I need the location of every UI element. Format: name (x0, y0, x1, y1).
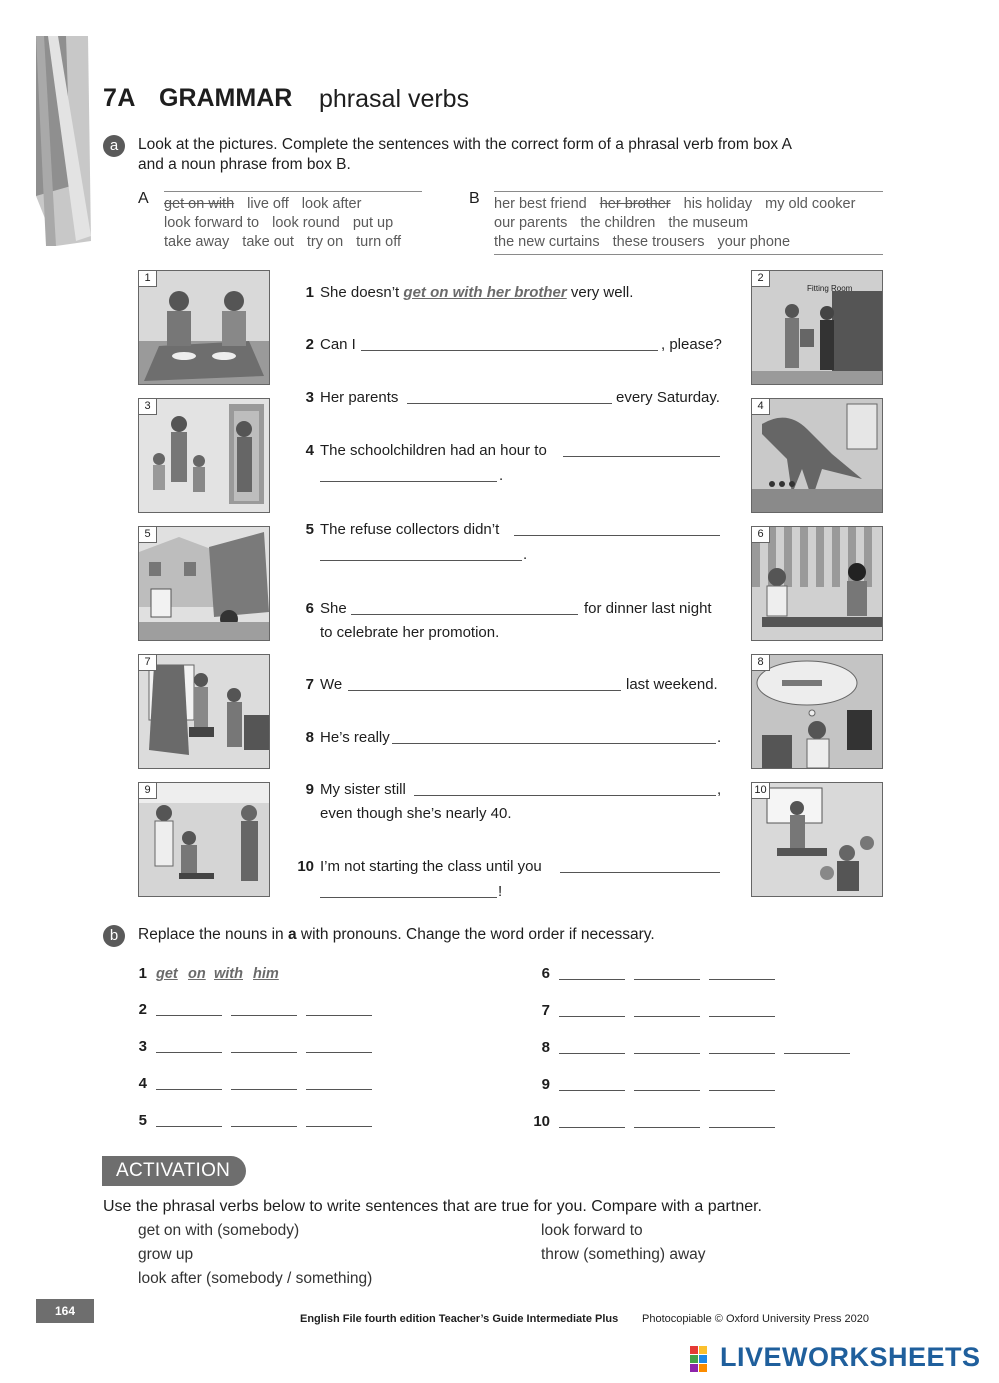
b-item-6-blank-3[interactable] (709, 979, 775, 980)
b-item-6-blank-1[interactable] (559, 979, 625, 980)
b-item-3-number: 3 (138, 1038, 147, 1055)
sentence-3-end: every Saturday. (616, 389, 720, 406)
activation-tag: ACTIVATION (102, 1156, 246, 1186)
b-item-1-word-4: him (253, 966, 279, 982)
section-a-instruction-line2: and a noun phrase from box B. (138, 156, 351, 173)
unit-title: GRAMMAR (159, 84, 293, 112)
box-a-row-3 (164, 234, 414, 250)
illustration-fitting-room (752, 271, 882, 384)
b-item-5-blank-2[interactable] (231, 1126, 297, 1127)
page-corner-decoration (36, 36, 91, 246)
b-item-9-blank-3[interactable] (709, 1090, 775, 1091)
sentence-1-start: She doesn’t (320, 284, 400, 301)
section-a-instruction-line1: Look at the pictures. Complete the sentences with the correct form of a phrasal verb from box A (138, 136, 792, 153)
fitting-room-sign: Fitting Room (807, 284, 853, 293)
picture-3-number: 3 (139, 399, 157, 415)
picture-2 (751, 270, 883, 385)
b-item-1-word-2: on (188, 966, 206, 982)
b-item-7-number: 7 (541, 1002, 550, 1019)
picture-4-number: 4 (752, 399, 770, 415)
sentence-10-end: ! (498, 883, 503, 900)
box-b-word-2-1: our parents (494, 215, 568, 231)
sentence-2-end: , please? (661, 336, 722, 353)
sentence-3-start: Her parents (320, 389, 399, 406)
sentence-9-blank[interactable] (414, 795, 716, 796)
section-b-instruction (138, 925, 655, 945)
b-item-5-number: 5 (138, 1112, 147, 1129)
b-item-4-blank-1[interactable] (156, 1089, 222, 1090)
box-a-row-2 (164, 215, 406, 231)
picture-9-number: 9 (139, 783, 157, 799)
picture-7 (138, 654, 270, 769)
picture-10 (751, 782, 883, 897)
b-item-4-number: 4 (138, 1075, 147, 1092)
footer-book-title: English File fourth edition Teacher’s Guide Intermediate Plus (300, 1313, 619, 1325)
box-a-top-rule (164, 191, 422, 192)
box-b-label: B (469, 190, 480, 207)
sentence-10-blank-2[interactable] (320, 897, 497, 898)
picture-8-number: 8 (752, 655, 770, 671)
b-item-4-blank-3[interactable] (306, 1089, 372, 1090)
sentence-6-number: 6 (305, 600, 314, 617)
sentence-5-blank-2[interactable] (320, 560, 522, 561)
sentence-7-number: 7 (305, 676, 314, 693)
box-a-word-3-3: try on (306, 234, 344, 250)
sentence-10-blank-1[interactable] (560, 872, 720, 873)
sentence-6-line2: to celebrate her promotion. (320, 624, 500, 641)
b-item-4-blank-2[interactable] (231, 1089, 297, 1090)
b-item-3-blank-3[interactable] (306, 1052, 372, 1053)
b-item-5-blank-3[interactable] (306, 1126, 372, 1127)
box-a-word-2-2: look round (272, 215, 340, 231)
b-item-10-blank-3[interactable] (709, 1127, 775, 1128)
sentence-4-number: 4 (305, 442, 314, 459)
sentence-8-number: 8 (305, 729, 314, 746)
section-b-instruction-start: Replace the nouns in (138, 926, 284, 943)
sentence-3-blank[interactable] (407, 403, 612, 404)
sentence-1-number: 1 (305, 284, 314, 301)
page-number: 164 (36, 1299, 94, 1323)
sentence-1-example-answer: get on with her brother (403, 284, 567, 301)
sentence-8-end: . (717, 729, 722, 746)
box-a-label: A (138, 190, 149, 207)
unit-subtitle: phrasal verbs (319, 85, 470, 113)
illustration-parents-serving (139, 783, 269, 896)
sentence-9-line2: even though she’s nearly 40. (320, 805, 512, 822)
b-item-5-blank-1[interactable] (156, 1126, 222, 1127)
activation-item-5: throw (something) away (541, 1246, 706, 1263)
picture-4 (751, 398, 883, 513)
box-b-word-1-1: her best friend (494, 196, 587, 212)
picture-1 (138, 270, 270, 385)
box-b-word-1-4: my old cooker (765, 196, 856, 212)
b-item-7-blank-1[interactable] (559, 1016, 625, 1017)
b-item-2-blank-3[interactable] (306, 1015, 372, 1016)
illustration-restaurant-dinner (752, 527, 882, 640)
liveworksheets-logo-icon (690, 1342, 718, 1374)
unit-code: 7A (103, 84, 136, 112)
b-item-10-blank-1[interactable] (559, 1127, 625, 1128)
sentence-7-start: We (320, 676, 343, 693)
picture-2-number: 2 (752, 271, 770, 287)
illustration-classroom-teacher (752, 783, 882, 896)
illustration-dinosaur-museum (752, 399, 882, 512)
sentence-7-end: last weekend. (626, 676, 718, 693)
b-item-9-number: 9 (541, 1076, 550, 1093)
illustration-office-daydream (752, 655, 882, 768)
activation-instruction: Use the phrasal verbs below to write sentences that are true for you. Compare with a partner. (103, 1198, 762, 1215)
sentence-6-start: She (320, 600, 347, 617)
box-b-bottom-rule (494, 254, 883, 255)
box-a-word-3-1: take away (164, 234, 230, 250)
section-b-instruction-ref: a (287, 926, 297, 943)
illustration-hanging-curtains (139, 655, 269, 768)
b-item-3-blank-1[interactable] (156, 1052, 222, 1053)
sentence-9-start: My sister still (320, 781, 406, 798)
box-b-word-1-2: her brother (599, 196, 671, 212)
b-item-9-blank-2[interactable] (634, 1090, 700, 1091)
picture-3 (138, 398, 270, 513)
box-a-word-2-3: put up (352, 215, 394, 231)
b-item-8-blank-2[interactable] (634, 1053, 700, 1054)
sentence-4-blank-2[interactable] (320, 481, 497, 482)
picture-5-number: 5 (139, 527, 157, 543)
sentence-5-start: The refuse collectors didn’t (320, 521, 500, 538)
b-item-7-blank-3[interactable] (709, 1016, 775, 1017)
section-b-instruction-end: with pronouns. Change the word order if necessary. (300, 926, 655, 943)
box-a-word-1-2: live off (247, 196, 289, 212)
sentence-4-blank-1[interactable] (563, 456, 720, 457)
sentence-10-start: I’m not starting the class until you (320, 858, 542, 875)
box-a-row-1 (164, 196, 374, 212)
b-item-1-word-1: get (156, 966, 178, 982)
sentence-6-end: for dinner last night (584, 600, 712, 617)
b-item-9-blank-1[interactable] (559, 1090, 625, 1091)
box-a-word-1-1: get on with (164, 196, 235, 212)
picture-6-number: 6 (752, 527, 770, 543)
box-b-word-2-3: the museum (668, 215, 749, 231)
b-item-6-number: 6 (541, 965, 550, 982)
liveworksheets-brand: LIVEWORKSHEETS (720, 1342, 981, 1372)
section-a-bullet: a (103, 135, 125, 157)
box-b-word-3-2: these trousers (612, 234, 705, 250)
box-b-word-2-2: the children (580, 215, 656, 231)
box-a-word-2-1: look forward to (164, 215, 260, 231)
sentence-5-end: . (523, 546, 528, 563)
sentence-1 (320, 284, 633, 301)
activation-item-2: grow up (138, 1246, 194, 1263)
sentence-4-start: The schoolchildren had an hour to (320, 442, 547, 459)
sentence-7-blank[interactable] (348, 690, 621, 691)
sentence-10-number: 10 (297, 858, 314, 875)
sentence-9-end: , (717, 781, 722, 798)
illustration-babysitter-door (139, 399, 269, 512)
box-b-row-3 (494, 234, 803, 250)
sentence-3-number: 3 (305, 389, 314, 406)
sentence-5-number: 5 (305, 521, 314, 538)
b-item-10-number: 10 (533, 1113, 550, 1130)
b-item-7-blank-2[interactable] (634, 1016, 700, 1017)
b-item-2-number: 2 (138, 1001, 147, 1018)
b-item-1-number: 1 (138, 965, 147, 982)
box-b-word-3-1: the new curtains (494, 234, 600, 250)
picture-5 (138, 526, 270, 641)
b-item-8-number: 8 (541, 1039, 550, 1056)
illustration-garbage-truck (139, 527, 269, 640)
picture-9 (138, 782, 270, 897)
box-b-row-2 (494, 215, 761, 231)
section-b-bullet: b (103, 925, 125, 947)
sentence-4-end: . (499, 467, 504, 484)
box-a-word-3-2: take out (242, 234, 294, 250)
sentence-9-number: 9 (305, 781, 314, 798)
sentence-8-start: He’s really (320, 729, 390, 746)
b-item-1-word-3: with (214, 966, 243, 982)
box-b-top-rule (494, 191, 883, 192)
b-item-8-blank-1[interactable] (559, 1053, 625, 1054)
b-item-2-blank-2[interactable] (231, 1015, 297, 1016)
picture-8 (751, 654, 883, 769)
illustration-argument-at-dinner (139, 271, 269, 384)
box-b-word-3-3: your phone (717, 234, 791, 250)
sentence-1-end: very well. (570, 284, 634, 301)
b-item-2-blank-1[interactable] (156, 1015, 222, 1016)
picture-1-number: 1 (139, 271, 157, 287)
box-a-word-1-3: look after (301, 196, 362, 212)
sentence-2-start: Can I (320, 336, 356, 353)
b-item-10-blank-2[interactable] (634, 1127, 700, 1128)
footer-copyright: Photocopiable © Oxford University Press 2020 (642, 1313, 869, 1325)
b-item-8-blank-4[interactable] (784, 1053, 850, 1054)
activation-item-1: get on with (somebody) (138, 1222, 300, 1239)
sentence-5-blank-1[interactable] (514, 535, 720, 536)
b-item-6-blank-2[interactable] (634, 979, 700, 980)
box-b-row-1 (494, 196, 868, 212)
box-a-word-3-4: turn off (356, 234, 402, 250)
sentence-2-number: 2 (305, 336, 314, 353)
picture-10-number: 10 (752, 783, 770, 799)
box-b-word-1-3: his holiday (683, 196, 753, 212)
b-item-3-blank-2[interactable] (231, 1052, 297, 1053)
sentence-2-blank[interactable] (361, 350, 658, 351)
picture-7-number: 7 (139, 655, 157, 671)
sentence-8-blank[interactable] (392, 743, 716, 744)
b-item-8-blank-3[interactable] (709, 1053, 775, 1054)
activation-item-4: look forward to (541, 1222, 643, 1239)
sentence-6-blank[interactable] (351, 614, 578, 615)
picture-6 (751, 526, 883, 641)
activation-item-3: look after (somebody / something) (138, 1270, 373, 1287)
